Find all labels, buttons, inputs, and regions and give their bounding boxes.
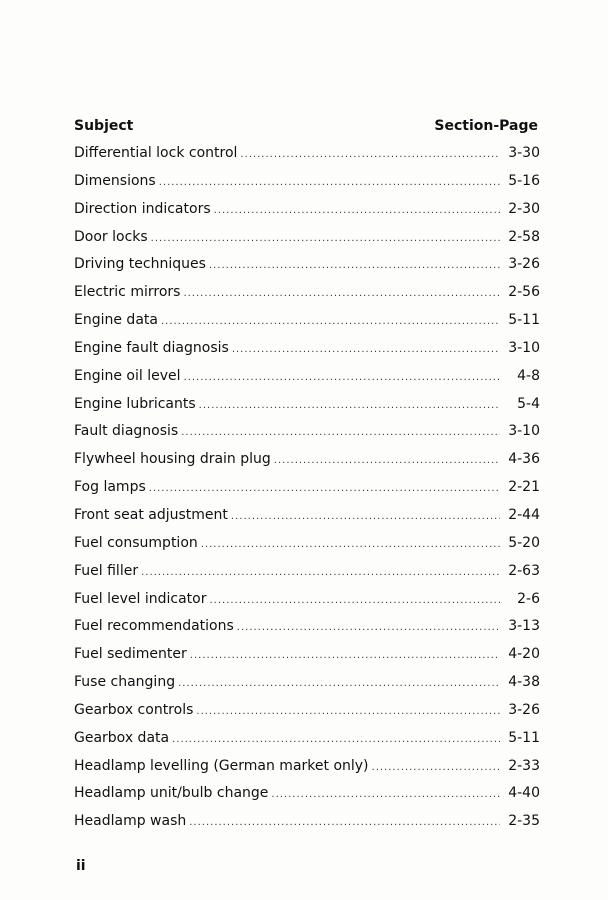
entry-label: Engine lubricants	[74, 395, 196, 412]
dot-leader	[271, 789, 500, 800]
entry-page: 4-38	[508, 674, 540, 691]
entry-page: 4-8	[517, 367, 540, 384]
dot-leader	[372, 762, 500, 773]
entry-page: 3-10	[508, 339, 540, 356]
entry-page: 2-35	[508, 813, 540, 830]
entry-page: 4-40	[508, 785, 540, 802]
index-entry	[74, 423, 540, 451]
dot-leader	[141, 567, 500, 578]
index-entry	[74, 785, 540, 813]
dot-leader	[172, 734, 500, 745]
dot-leader	[178, 678, 500, 689]
dot-leader	[196, 706, 500, 717]
entry-page: 3-30	[508, 145, 540, 161]
dot-leader	[199, 400, 500, 411]
index-entry	[74, 368, 540, 396]
entry-page: 5-20	[508, 534, 540, 551]
dot-leader	[184, 372, 500, 383]
entry-label: Fuel level indicator	[74, 590, 207, 607]
entry-page: 2-30	[508, 200, 540, 217]
index-entry	[74, 396, 540, 424]
entry-label: Fuel consumption	[74, 534, 198, 551]
index-entry	[74, 758, 540, 786]
entry-label: Fuel recommendations	[74, 618, 234, 635]
entry-label: Front seat adjustment	[74, 506, 228, 523]
entry-page: 5-16	[508, 172, 540, 189]
dot-leader	[240, 149, 500, 160]
index-entry	[74, 591, 540, 619]
entry-page: 2-6	[517, 590, 540, 607]
entry-label: Headlamp wash	[74, 813, 187, 830]
dot-leader	[183, 288, 500, 299]
index-entry	[74, 507, 540, 535]
entry-label: Engine oil level	[74, 367, 181, 384]
dot-leader	[231, 511, 500, 522]
entry-label: Door locks	[74, 228, 148, 245]
entry-label: Fault diagnosis	[74, 423, 179, 440]
entry-page: 3-10	[508, 423, 540, 440]
index-entry	[74, 618, 540, 646]
section-page-heading: Section-Page	[434, 118, 538, 134]
dot-leader	[159, 177, 500, 188]
dot-leader	[151, 233, 500, 244]
entry-label: Flywheel housing drain plug	[74, 451, 271, 468]
index-entry	[74, 173, 540, 201]
index-entry	[74, 229, 540, 257]
entry-label: Direction indicators	[74, 200, 211, 217]
entry-label: Differential lock control	[74, 145, 238, 161]
entry-label: Fuel filler	[74, 562, 139, 579]
entry-page: 5-11	[508, 729, 540, 746]
page-number: ii	[76, 858, 86, 874]
entry-label: Fuse changing	[74, 674, 176, 691]
index-entry	[74, 479, 540, 507]
index-entry	[74, 813, 540, 841]
entry-label: Gearbox data	[74, 729, 170, 746]
entry-page: 2-63	[508, 562, 540, 579]
entry-label: Headlamp unit/bulb change	[74, 785, 269, 802]
index-entry	[74, 674, 540, 702]
entry-page: 2-21	[508, 479, 540, 496]
index-entry	[74, 730, 540, 758]
dot-leader	[214, 205, 500, 216]
dot-leader	[190, 650, 500, 661]
entry-page: 5-11	[508, 312, 540, 329]
entry-label: Electric mirrors	[74, 284, 181, 301]
index-entry	[74, 145, 540, 173]
dot-leader	[209, 260, 500, 271]
index-entry	[74, 284, 540, 312]
index-entry	[74, 340, 540, 368]
index-entry	[74, 451, 540, 479]
dot-leader	[149, 483, 500, 494]
index-entry	[74, 646, 540, 674]
entry-page: 3-26	[508, 256, 540, 273]
subject-heading: Subject	[74, 118, 134, 134]
dot-leader	[232, 344, 500, 355]
index-list	[74, 145, 540, 841]
index-entry	[74, 312, 540, 340]
entry-label: Driving techniques	[74, 256, 206, 273]
entry-label: Engine fault diagnosis	[74, 339, 229, 356]
entry-page: 2-33	[508, 757, 540, 774]
entry-page: 2-56	[508, 284, 540, 301]
dot-leader	[189, 817, 500, 828]
dot-leader	[201, 539, 500, 550]
entry-page: 2-58	[508, 228, 540, 245]
entry-label: Engine data	[74, 312, 158, 329]
entry-page: 4-20	[508, 646, 540, 663]
entry-page: 2-44	[508, 506, 540, 523]
entry-page: 3-13	[508, 618, 540, 635]
dot-leader	[274, 455, 500, 466]
index-entry	[74, 702, 540, 730]
index-entry	[74, 256, 540, 284]
entry-label: Dimensions	[74, 172, 156, 189]
entry-page: 4-36	[508, 451, 540, 468]
entry-label: Fog lamps	[74, 479, 146, 496]
entry-page: 3-26	[508, 701, 540, 718]
entry-label: Fuel sedimenter	[74, 646, 187, 663]
dot-leader	[181, 427, 500, 438]
dot-leader	[209, 595, 500, 606]
dot-leader	[237, 622, 500, 633]
index-header	[74, 118, 538, 138]
index-entry	[74, 201, 540, 229]
entry-label: Headlamp levelling (German market only)	[74, 757, 369, 774]
dot-leader	[161, 316, 500, 327]
index-entry	[74, 535, 540, 563]
index-entry	[74, 563, 540, 591]
entry-label: Gearbox controls	[74, 701, 194, 718]
entry-page: 5-4	[517, 395, 540, 412]
